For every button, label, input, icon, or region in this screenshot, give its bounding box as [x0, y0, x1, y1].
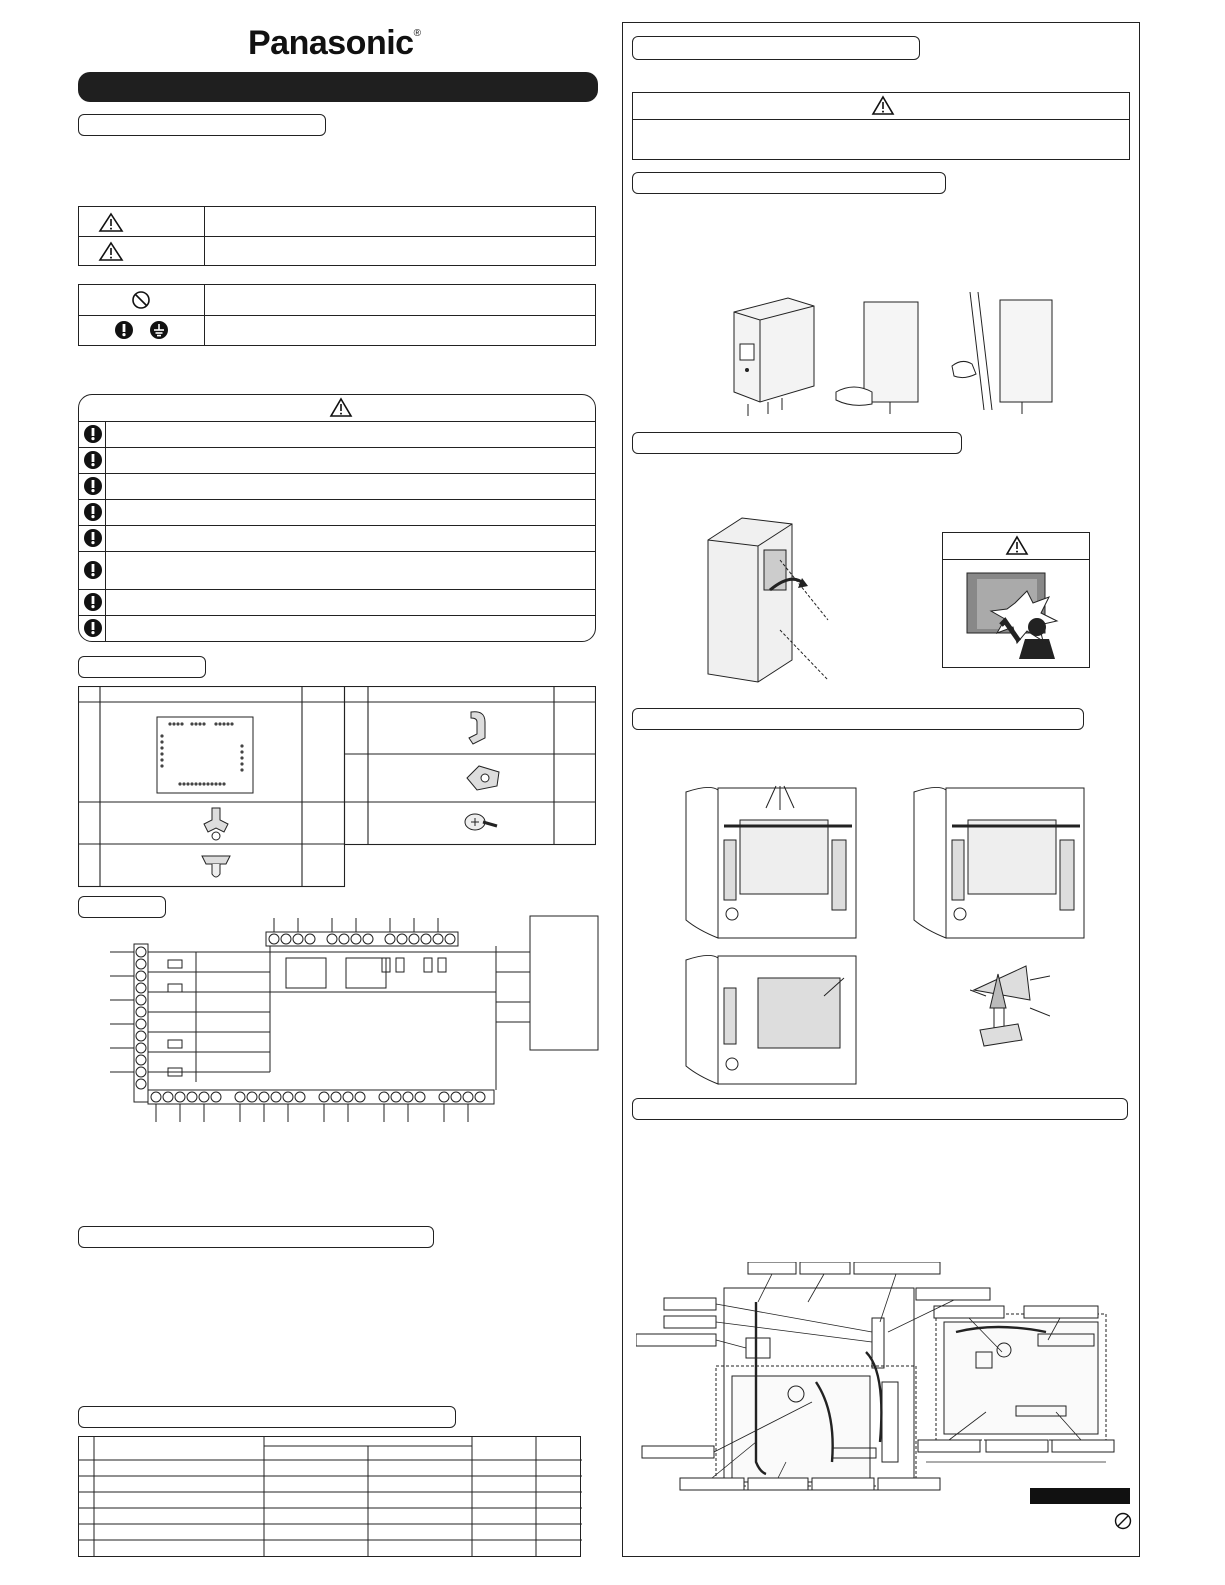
warning-triangle-icon	[91, 211, 191, 233]
warning-list-divider	[79, 447, 595, 448]
mandatory-icon	[83, 476, 103, 496]
head-impact-hazard-drawing	[957, 563, 1077, 663]
spacer-closeup-drawing	[970, 960, 1050, 1056]
specification-table	[78, 1436, 582, 1558]
warning-list-divider	[79, 589, 595, 590]
unit-side-drawing	[834, 296, 924, 418]
warning-list-icon-separator	[105, 589, 106, 615]
mandatory-icon	[83, 502, 103, 522]
warning-symbol-table	[78, 206, 596, 266]
warning-row-2	[91, 240, 191, 262]
warning-list-divider	[79, 525, 595, 526]
warning-list-icon-separator	[105, 499, 106, 525]
hazard-caution-panel	[942, 532, 1090, 668]
cable-tie-drawing	[198, 806, 234, 842]
section-header-specifications	[78, 1406, 456, 1428]
mandatory-icon	[83, 618, 103, 638]
warning-list-icon-separator	[105, 525, 106, 551]
warning-list-divider	[79, 615, 595, 616]
warning-list-divider	[79, 421, 595, 422]
warning-triangle-icon	[871, 95, 895, 117]
warning-triangle-icon	[91, 240, 191, 262]
saddle-clamp-drawing	[463, 760, 503, 796]
caution-box	[632, 92, 1130, 160]
unit-interior-drawing-1	[684, 780, 864, 942]
mandatory-icon	[83, 424, 103, 444]
board-layout-diagram	[636, 1262, 1142, 1506]
unit-interior-drawing-3	[684, 948, 864, 1088]
prohibited-icon	[1114, 1512, 1132, 1530]
warning-list-icon-separator	[105, 447, 106, 473]
section-header-open-panel	[632, 432, 962, 454]
section-header-safety	[78, 114, 326, 136]
wire-holder-drawing	[198, 846, 234, 882]
warning-list-divider	[79, 473, 595, 474]
parts-table	[78, 686, 596, 888]
earth-icon	[149, 320, 169, 340]
section-header-pcb-mounting	[632, 708, 1084, 730]
document-title-bar	[78, 72, 598, 102]
mandatory-icon	[83, 560, 103, 580]
footer-badge	[1030, 1488, 1130, 1504]
unit-front-drawing	[730, 292, 820, 418]
warning-row-1	[91, 211, 191, 233]
cable-clamp-drawing	[463, 708, 493, 748]
unit-cover-removal-drawing	[948, 290, 1058, 418]
mandatory-icon	[114, 320, 134, 340]
board-layout-drawing	[636, 1262, 1142, 1506]
warning-list-icon-separator	[105, 421, 106, 447]
terminal-board-drawing	[156, 716, 256, 796]
specification-table-grid	[78, 1436, 582, 1558]
section-header-parts	[78, 656, 206, 678]
mandatory-icon	[83, 450, 103, 470]
warning-list-icon-separator	[105, 551, 106, 589]
section-header-remove-cover	[632, 172, 946, 194]
prohibited-icon	[131, 290, 151, 310]
warning-triangle-icon	[1005, 535, 1029, 557]
warning-list-divider	[79, 499, 595, 500]
mandatory-icon	[83, 592, 103, 612]
wiring-diagram	[100, 912, 600, 1142]
section-header-wiring-procedure	[78, 1226, 434, 1248]
warning-list-icon-separator	[105, 473, 106, 499]
section-header-installation	[632, 36, 920, 60]
section-header-connection	[632, 1098, 1128, 1120]
action-symbol-table	[78, 284, 596, 346]
warning-list-box	[78, 394, 596, 642]
brand-name: Panasonic	[248, 24, 414, 62]
open-panel-drawing	[700, 510, 840, 690]
screw-drawing	[463, 810, 499, 838]
wiring-schematic	[100, 912, 600, 1142]
warning-list-icon-separator	[105, 615, 106, 641]
warning-triangle-icon	[329, 397, 353, 419]
warning-list-divider	[79, 551, 595, 552]
unit-interior-drawing-2	[912, 780, 1092, 942]
registered-mark: ®	[413, 28, 421, 39]
brand-logo	[248, 24, 438, 64]
mandatory-icon	[83, 528, 103, 548]
